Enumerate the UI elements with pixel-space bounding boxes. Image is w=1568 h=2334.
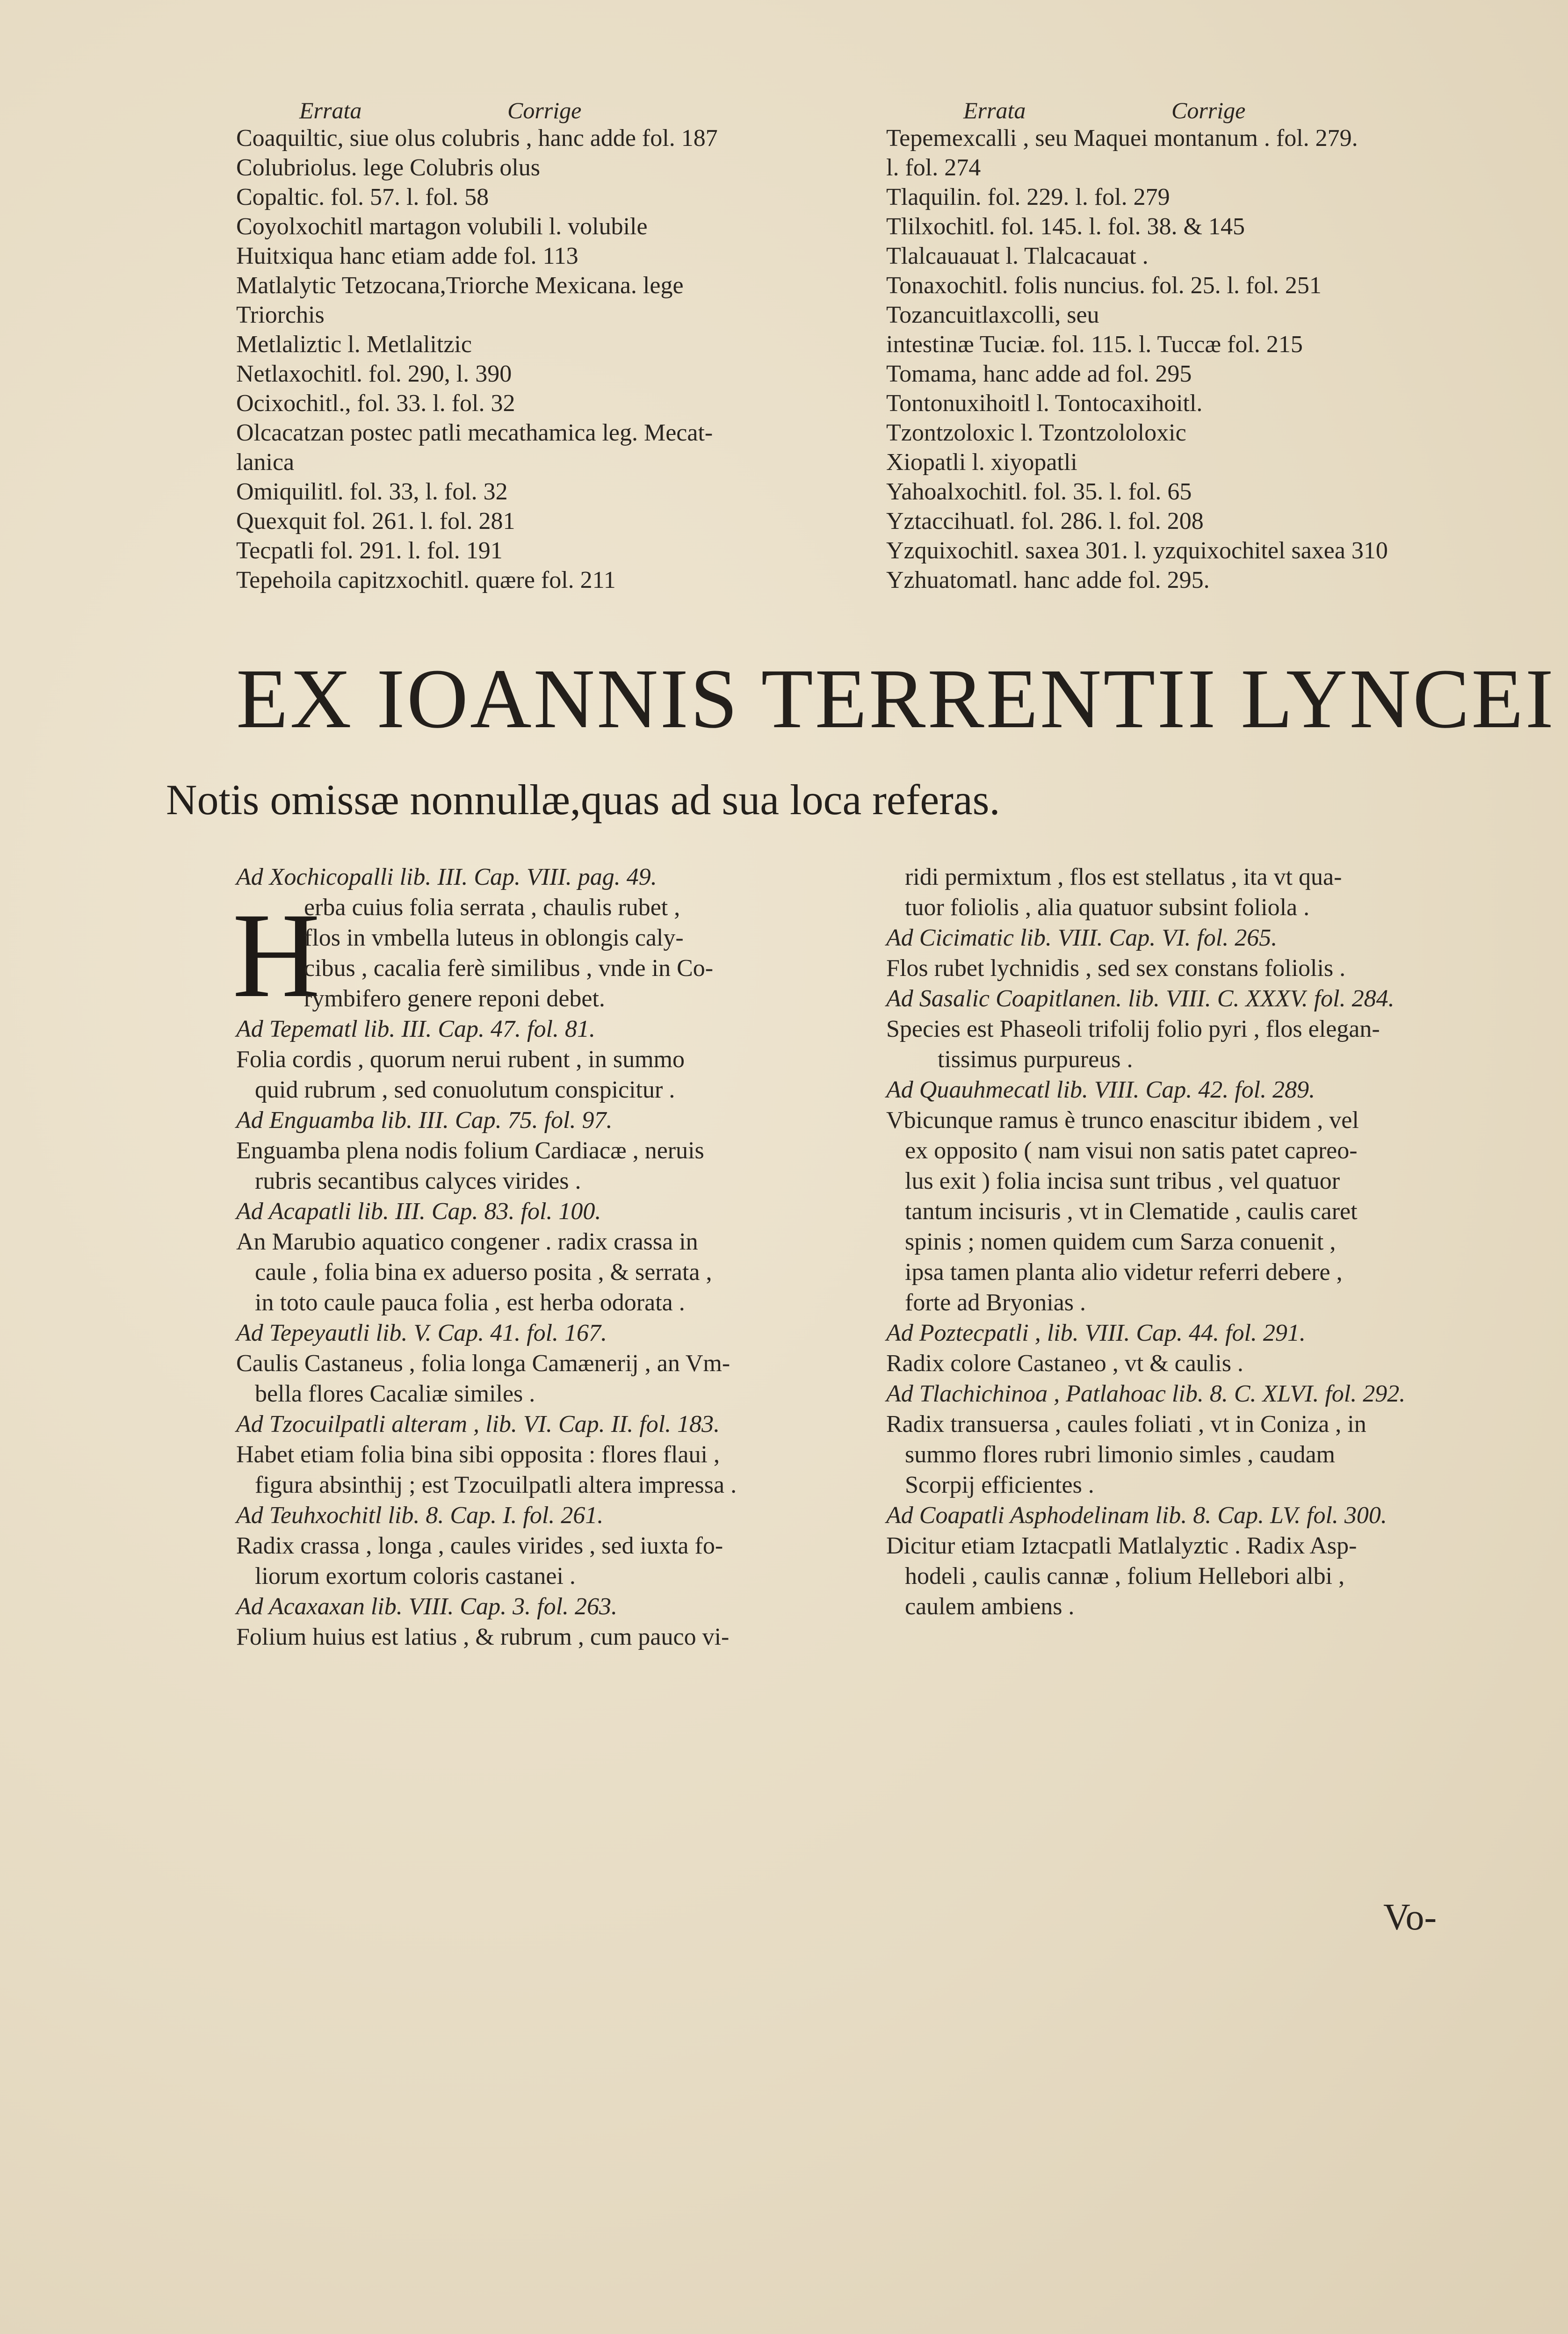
catchword: Vo- bbox=[1383, 1897, 1437, 1938]
note-text: Dicitur etiam Iztacpatli Matlalyztic . Radix Asp- bbox=[886, 1532, 1357, 1559]
note-text: Habet etiam folia bina sibi opposita : flores flaui , bbox=[236, 1441, 720, 1468]
note-heading: Ad Cicimatic lib. VIII. Cap. VI. fol. 265. bbox=[886, 925, 1278, 951]
note-text: Enguamba plena nodis folium Cardiacæ , neruis bbox=[236, 1137, 704, 1164]
section-heading bbox=[236, 652, 1556, 755]
note-text: tissimus purpureus . bbox=[938, 1046, 1133, 1073]
note-heading: Ad Quauhmecatl lib. VIII. Cap. 42. fol. 289. bbox=[886, 1077, 1315, 1103]
note-text: ridi permixtum , flos est stellatus , ita vt qua- bbox=[905, 864, 1342, 890]
note-text: tantum incisuris , vt in Clematide , caulis caret bbox=[905, 1198, 1358, 1225]
note-text: liorum exortum coloris castanei . bbox=[255, 1563, 576, 1590]
errata-line: Tozancuitlaxcolli, seu bbox=[886, 302, 1099, 328]
note-text: spinis ; nomen quidem cum Sarza conuenit , bbox=[905, 1228, 1336, 1255]
note-text: Caulis Castaneus , folia longa Camænerij , an Vm- bbox=[236, 1350, 730, 1377]
errata-line: Tlalcauauat l. Tlalcacauat . bbox=[886, 243, 1149, 269]
note-heading: Ad Acapatli lib. III. Cap. 83. fol. 100. bbox=[236, 1198, 601, 1225]
note-text: erba cuius folia serrata , chaulis rubet , bbox=[304, 894, 680, 921]
note-text: Radix colore Castaneo , vt & caulis . bbox=[886, 1350, 1243, 1377]
errata-line: Coyolxochitl martagon volubili l. volubile bbox=[236, 213, 648, 240]
errata-line: Tontonuxihoitl l. Tontocaxihoitl. bbox=[886, 390, 1203, 417]
note-text: flos in vmbella luteus in oblongis caly- bbox=[304, 925, 684, 951]
drop-cap: H bbox=[232, 888, 320, 1023]
errata-line: Omiquilitl. fol. 33, l. fol. 32 bbox=[236, 478, 508, 505]
note-heading: Ad Sasalic Coapitlanen. lib. VIII. C. XXXV. fol. 284. bbox=[886, 985, 1395, 1012]
note-text: rubris secantibus calyces virides . bbox=[255, 1168, 581, 1194]
errata-line: Triorchis bbox=[236, 302, 325, 328]
errata-line: Yztaccihuatl. fol. 286. l. fol. 208 bbox=[886, 508, 1204, 535]
note-text: quid rubrum , sed conuolutum conspicitur . bbox=[255, 1077, 675, 1103]
note-text: Species est Phaseoli trifolij folio pyri , flos elegan- bbox=[886, 1016, 1380, 1042]
errata-line: Coaquiltic, siue olus colubris , hanc adde fol. 187 bbox=[236, 125, 718, 152]
errata-line: Metlaliztic l. Metlalitzic bbox=[236, 331, 472, 358]
corrige-header: Corrige bbox=[507, 97, 582, 123]
errata-line: Tonaxochitl. folis nuncius. fol. 25. l. fol. 251 bbox=[886, 272, 1322, 299]
notes-right-column bbox=[886, 863, 1515, 1681]
errata-left-column bbox=[236, 96, 877, 624]
note-text: tuor foliolis , alia quatuor subsint foliola . bbox=[905, 894, 1310, 921]
note-heading: Ad Tepeyautli lib. V. Cap. 41. fol. 167. bbox=[236, 1320, 607, 1346]
note-heading: Ad Tlachichinoa , Patlahoac lib. 8. C. XLVI. fol. 292. bbox=[886, 1380, 1406, 1407]
note-text: hodeli , caulis cannæ , folium Hellebori albi , bbox=[905, 1563, 1345, 1590]
errata-line: Quexquit fol. 261. l. fol. 281 bbox=[236, 508, 515, 535]
note-text: rymbifero genere reponi debet. bbox=[304, 985, 605, 1012]
note-heading: Ad Tepematl lib. III. Cap. 47. fol. 81. bbox=[236, 1016, 595, 1042]
note-text: summo flores rubri limonio simles , caudam bbox=[905, 1441, 1335, 1468]
note-text: Folium huius est latius , & rubrum , cum pauco vi- bbox=[236, 1624, 730, 1650]
errata-line: Colubriolus. lege Colubris olus bbox=[236, 154, 540, 181]
note-text: forte ad Bryonias . bbox=[905, 1289, 1086, 1316]
note-text: Radix transuersa , caules foliati , vt in Coniza , in bbox=[886, 1411, 1366, 1438]
note-heading: Ad Xochicopalli lib. III. Cap. VIII. pag. 49. bbox=[236, 864, 657, 890]
errata-line: Tzontzoloxic l. Tzontzololoxic bbox=[886, 419, 1186, 446]
errata-line: Tomama, hanc adde ad fol. 295 bbox=[886, 361, 1192, 387]
errata-line: Copaltic. fol. 57. l. fol. 58 bbox=[236, 184, 489, 210]
note-text: lus exit ) folia incisa sunt tribus , vel quatuor bbox=[905, 1168, 1340, 1194]
errata-line: Tlilxochitl. fol. 145. l. fol. 38. & 145 bbox=[886, 213, 1245, 240]
errata-line: Yzquixochitl. saxea 301. l. yzquixochitel saxea 310 bbox=[886, 537, 1388, 564]
note-text: Vbicunque ramus è trunco enascitur ibidem , vel bbox=[886, 1107, 1359, 1134]
note-text: caulem ambiens . bbox=[905, 1593, 1075, 1620]
errata-line: Matlalytic Tetzocana,Triorche Mexicana. lege bbox=[236, 272, 684, 299]
errata-line: Huitxiqua hanc etiam adde fol. 113 bbox=[236, 243, 578, 269]
note-text: Radix crassa , longa , caules virides , sed iuxta fo- bbox=[236, 1532, 723, 1559]
errata-line: Ocixochitl., fol. 33. l. fol. 32 bbox=[236, 390, 515, 417]
note-heading: Ad Poztecpatli , lib. VIII. Cap. 44. fol. 291. bbox=[886, 1320, 1306, 1346]
errata-line: l. fol. 274 bbox=[886, 154, 981, 181]
errata-line: Xiopatli l. xiyopatli bbox=[886, 449, 1077, 476]
note-text: bella flores Cacaliæ similes . bbox=[255, 1380, 535, 1407]
note-heading: Ad Acaxaxan lib. VIII. Cap. 3. fol. 263. bbox=[236, 1593, 618, 1620]
errata-line: Yzhuatomatl. hanc adde fol. 295. bbox=[886, 567, 1210, 593]
note-text: ex opposito ( nam visui non satis patet capreo- bbox=[905, 1137, 1358, 1164]
note-heading: Ad Enguamba lib. III. Cap. 75. fol. 97. bbox=[236, 1107, 613, 1134]
errata-line: Tlaquilin. fol. 229. l. fol. 279 bbox=[886, 184, 1170, 210]
note-text: ipsa tamen planta alio videtur referri debere , bbox=[905, 1259, 1343, 1286]
errata-line: Olcacatzan postec patli mecathamica leg. Mecat- bbox=[236, 419, 713, 446]
notes-left-column bbox=[232, 863, 882, 1681]
errata-line: Tecpatli fol. 291. l. fol. 191 bbox=[236, 537, 503, 564]
errata-line: intestinæ Tuciæ. fol. 115. l. Tuccæ fol. 215 bbox=[886, 331, 1303, 358]
errata-line: Tepemexcalli , seu Maquei montanum . fol. 279. bbox=[886, 125, 1358, 152]
errata-line: Tepehoila capitzxochitl. quære fol. 211 bbox=[236, 567, 616, 593]
note-text: caule , folia bina ex aduerso posita , & serrata , bbox=[255, 1259, 712, 1286]
note-heading: Ad Tzocuilpatli alteram , lib. VI. Cap. II. fol. 183. bbox=[236, 1411, 720, 1438]
heading-subtitle: Notis omissæ nonnullæ,quas ad sua loca referas. bbox=[166, 776, 1000, 824]
note-heading: Ad Teuhxochitl lib. 8. Cap. I. fol. 261. bbox=[236, 1502, 604, 1529]
note-text: An Marubio aquatico congener . radix crassa in bbox=[236, 1228, 698, 1255]
note-text: Flos rubet lychnidis , sed sex constans foliolis . bbox=[886, 955, 1346, 982]
note-text: Scorpij efficientes . bbox=[905, 1472, 1094, 1498]
errata-right-column bbox=[886, 96, 1513, 624]
note-text: in toto caule pauca folia , est herba odorata . bbox=[255, 1289, 685, 1316]
note-text: cibus , cacalia ferè similibus , vnde in Co- bbox=[304, 955, 714, 982]
note-text: figura absinthij ; est Tzocuilpatli altera impressa . bbox=[255, 1472, 737, 1498]
note-text: Folia cordis , quorum nerui rubent , in summo bbox=[236, 1046, 685, 1073]
errata-header: Errata bbox=[963, 97, 1026, 123]
errata-line: lanica bbox=[236, 449, 295, 476]
corrige-header: Corrige bbox=[1171, 97, 1246, 123]
errata-line: Netlaxochitl. fol. 290, l. 390 bbox=[236, 361, 512, 387]
heading-title: EX IOANNIS TERRENTII LYNCEI bbox=[236, 652, 1556, 746]
errata-line: Yahoalxochitl. fol. 35. l. fol. 65 bbox=[886, 478, 1192, 505]
note-heading: Ad Coapatli Asphodelinam lib. 8. Cap. LV. fol. 300. bbox=[886, 1502, 1387, 1529]
errata-header: Errata bbox=[299, 97, 362, 123]
